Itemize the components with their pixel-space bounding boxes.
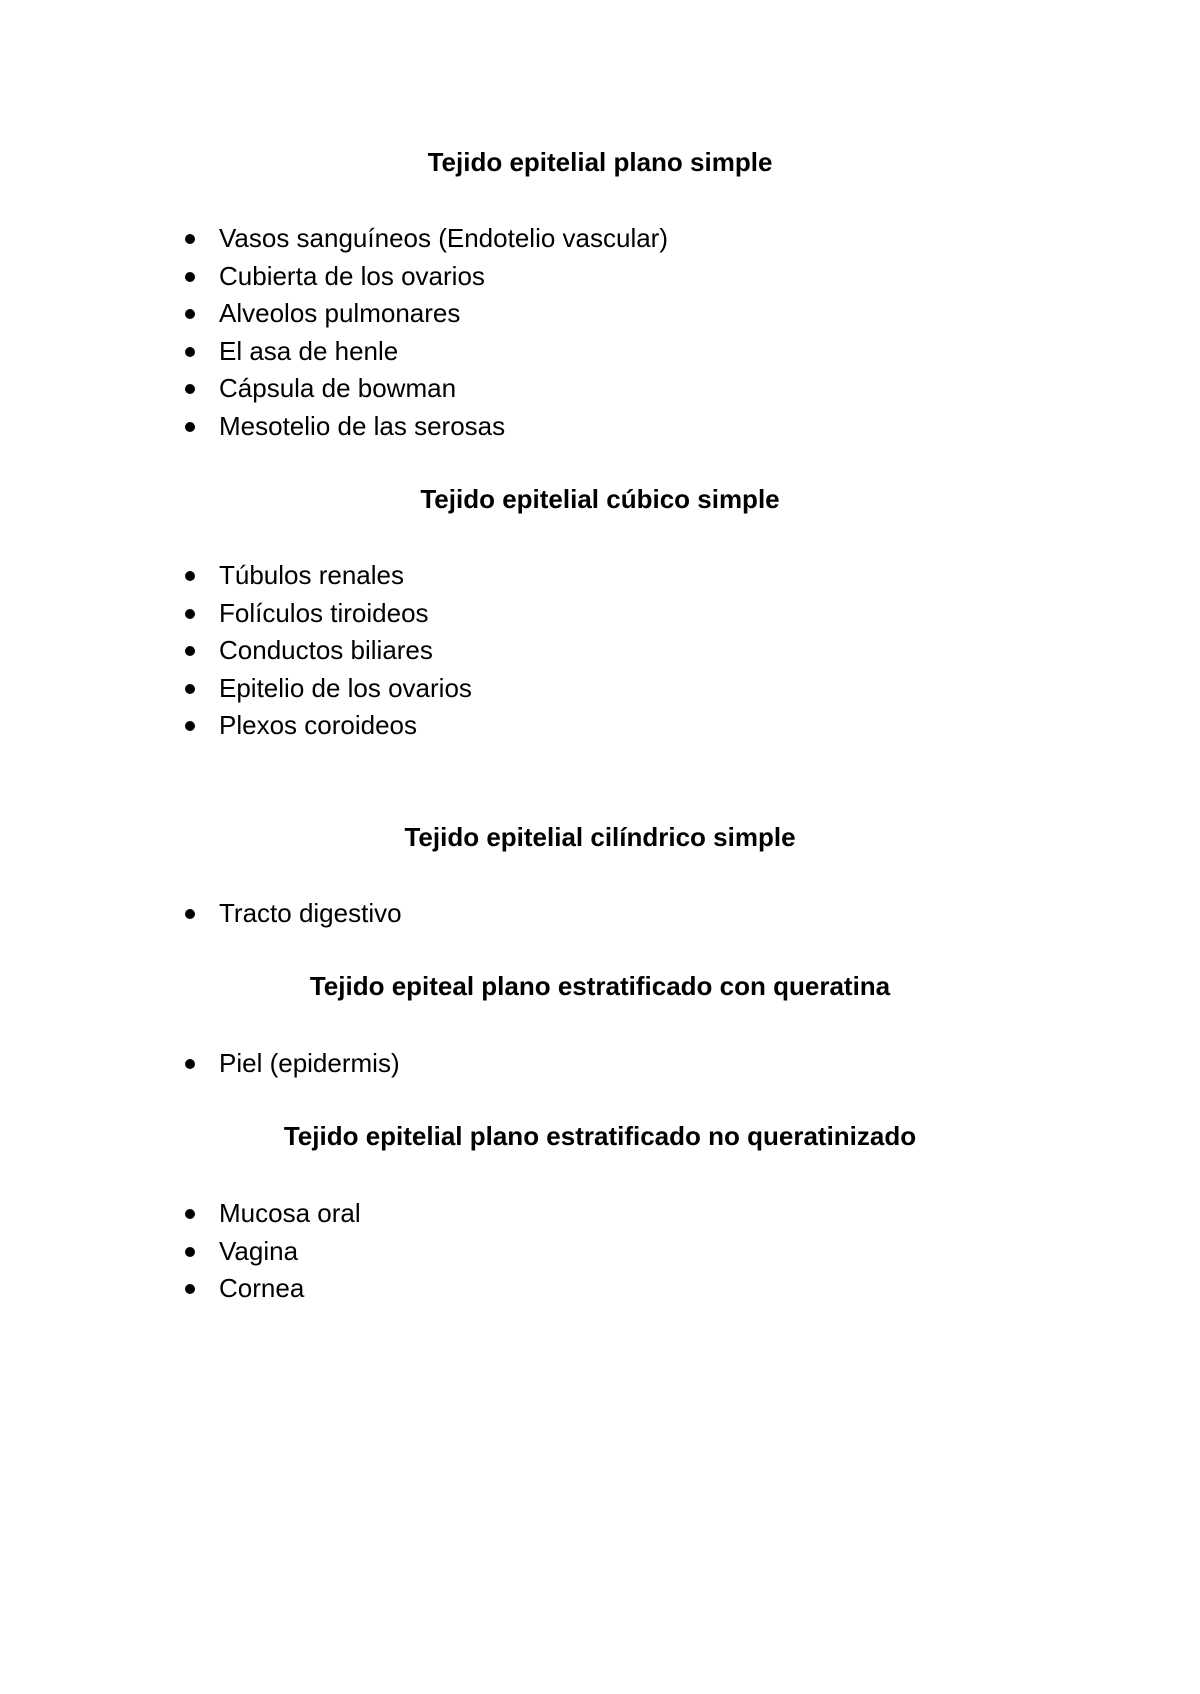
bullet-icon xyxy=(185,347,195,357)
list-estratificado-no-queratinizado xyxy=(0,1195,361,1308)
list-item-text: Cornea xyxy=(219,1273,305,1304)
list-item xyxy=(0,1195,361,1233)
list-item xyxy=(0,632,472,670)
bullet-icon xyxy=(185,1209,195,1219)
bullet-icon xyxy=(185,1059,195,1069)
list-item-text: Piel (epidermis) xyxy=(219,1048,400,1078)
bullet-icon xyxy=(185,609,195,619)
bullet-icon xyxy=(185,309,195,319)
list-item-text: Folículos tiroideos xyxy=(219,597,429,628)
list-item xyxy=(0,295,668,333)
list-estratificado-queratina xyxy=(0,1045,400,1083)
list-item-text: Epitelio de los ovarios xyxy=(219,672,472,703)
bullet-icon xyxy=(185,571,195,581)
list-item-text: Mucosa oral xyxy=(219,1198,361,1228)
list-cilindrico-simple xyxy=(0,895,402,933)
section-heading-plano-simple: Tejido epitelial plano simple xyxy=(427,147,773,177)
list-item-text: Conductos biliares xyxy=(219,635,433,666)
list-item-text: Alveolos pulmonares xyxy=(219,298,461,329)
list-item-text: Tracto digestivo xyxy=(219,898,402,928)
list-item xyxy=(0,557,472,595)
list-item-text: El asa de henle xyxy=(219,335,399,366)
bullet-icon xyxy=(185,646,195,656)
list-item xyxy=(0,595,472,633)
bullet-icon xyxy=(185,1247,195,1257)
bullet-icon xyxy=(185,234,195,244)
list-item xyxy=(0,408,668,446)
section-heading-estratificado-queratina: Tejido epiteal plano estratificado con queratina xyxy=(309,971,891,1001)
bullet-icon xyxy=(185,384,195,394)
section-heading-cilindrico-simple: Tejido epitelial cilíndrico simple xyxy=(404,822,796,852)
list-item xyxy=(0,707,472,745)
bullet-icon xyxy=(185,422,195,432)
bullet-icon xyxy=(185,721,195,731)
list-cubico-simple xyxy=(0,557,472,745)
bullet-icon xyxy=(185,272,195,282)
list-item-text: Mesotelio de las serosas xyxy=(219,410,506,441)
bullet-icon xyxy=(185,1284,195,1294)
section-heading-cubico-simple: Tejido epitelial cúbico simple xyxy=(420,484,780,514)
list-item-text: Vagina xyxy=(219,1235,299,1266)
list-item-text: Cubierta de los ovarios xyxy=(219,260,485,291)
list-item xyxy=(0,1233,361,1271)
list-item xyxy=(0,895,402,933)
bullet-icon xyxy=(185,909,195,919)
list-item xyxy=(0,258,668,296)
list-item xyxy=(0,333,668,371)
list-item xyxy=(0,1270,361,1308)
list-item-text: Cápsula de bowman xyxy=(219,373,457,404)
list-item xyxy=(0,1045,400,1083)
list-item-text: Túbulos renales xyxy=(219,560,404,590)
list-item-text: Vasos sanguíneos (Endotelio vascular) xyxy=(219,223,668,253)
list-item xyxy=(0,220,668,258)
list-item-text: Plexos coroideos xyxy=(219,710,417,741)
list-plano-simple xyxy=(0,220,668,446)
bullet-icon xyxy=(185,684,195,694)
list-item xyxy=(0,670,472,708)
list-item xyxy=(0,370,668,408)
section-heading-estratificado-no-queratinizado: Tejido epitelial plano estratificado no queratinizado xyxy=(283,1121,917,1151)
